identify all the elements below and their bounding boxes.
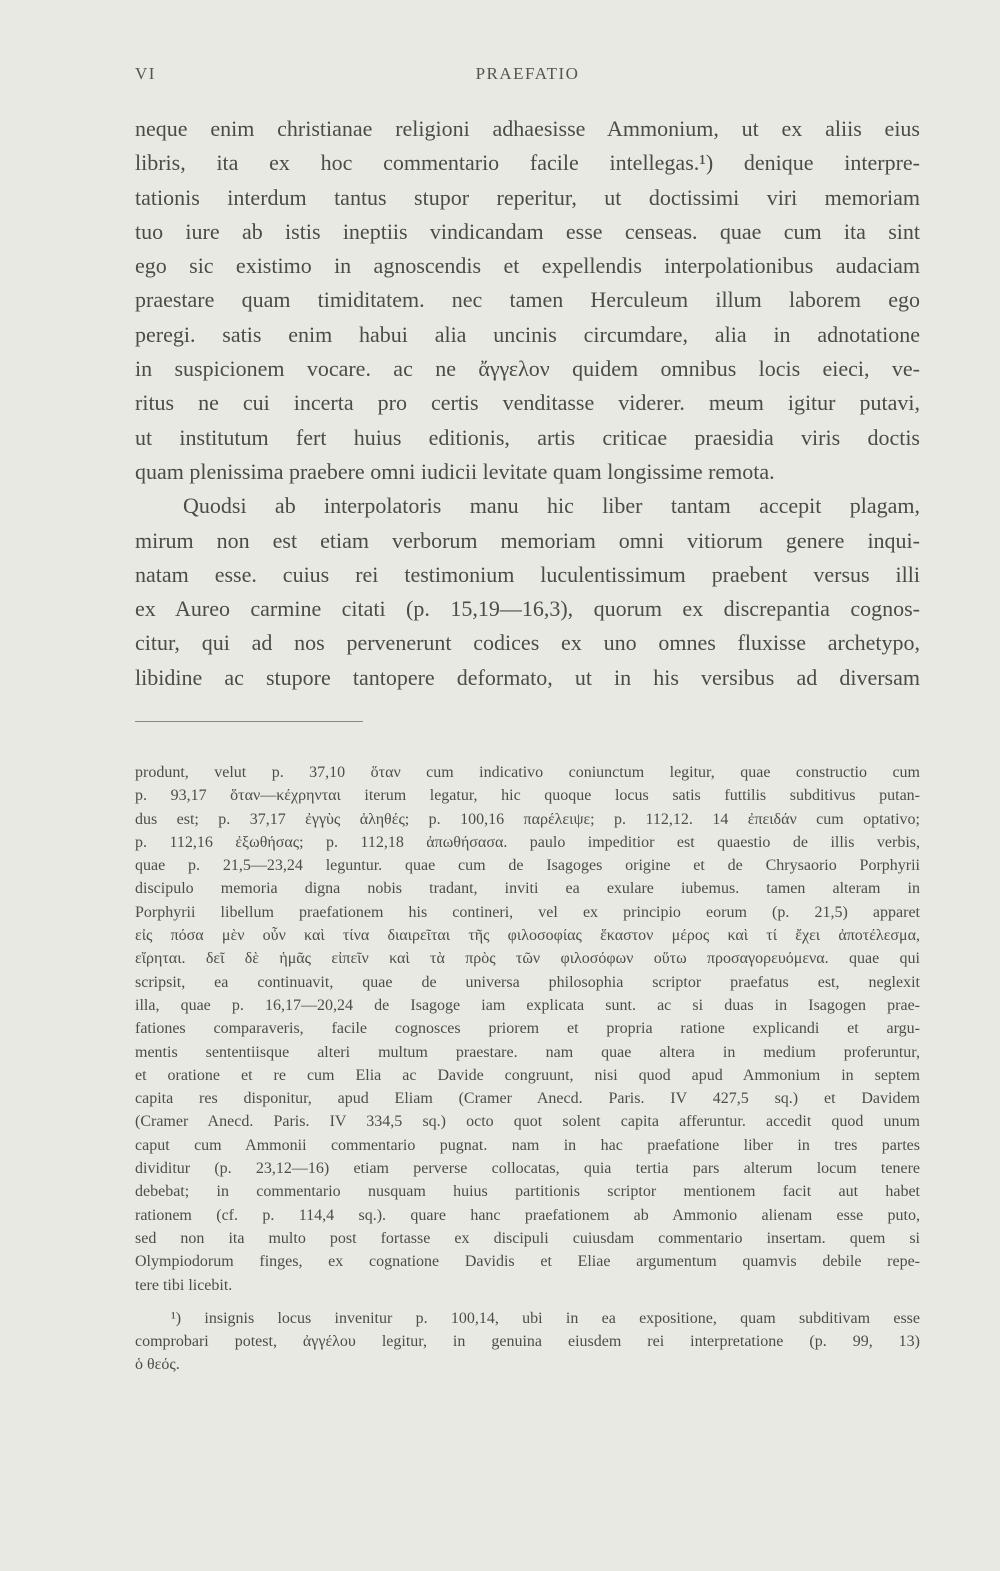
note-line: scripsit, ea continuavit, quae de universa philosophia scriptor praefatus est, neglexit: [135, 973, 920, 991]
main-text-line: peregi. satis enim habui alia uncinis circumdare, alia in adnotatione: [135, 321, 920, 347]
main-text-line: ego sic existimo in agnoscendis et expellendis interpolationibus audaciam: [135, 253, 920, 279]
note-gap: [135, 1297, 920, 1307]
note-line: capita res disponitur, apud Eliam (Cramer Anecd. Paris. IV 427,5 sq.) et Davidem: [135, 1090, 920, 1108]
main-text-line: tationis interdum tantus stupor reperitur, ut doctissimi viri memoriam: [135, 184, 920, 210]
note-line: quae p. 21,5—23,24 leguntur. quae cum de Isagoges origine et de Chrysaorio Porphyrii: [135, 857, 920, 875]
note-line: produnt, velut p. 37,10 ὅταν cum indicativo coniunctum legitur, quae constructio cum: [135, 764, 920, 781]
main-text-line: libidine ac stupore tantopere deformato, ut in his versibus ad diversam: [135, 664, 920, 690]
notes-block: [135, 761, 920, 1377]
note-line: dividitur (p. 23,12—16) etiam perverse collocatas, quia tertia pars alterum locum tenere: [135, 1160, 920, 1178]
note-line: p. 93,17 ὅταν—κέχρηνται iterum legatur, hic quoque locus satis futtilis subditivus putan-: [135, 787, 920, 805]
main-text-line: libris, ita ex hoc commentario facile intellegas.¹) denique interpre-: [135, 150, 920, 176]
main-text-line: quam plenissima praebere omni iudicii levitate quam longissime remota.: [135, 458, 775, 484]
note-line: illa, quae p. 16,17—20,24 de Isagoge iam explicata sunt. ac si duas in Isagogen prae-: [135, 996, 920, 1014]
page-title: PRAEFATIO: [475, 64, 580, 83]
main-text: [135, 112, 920, 695]
note-line: (Cramer Anecd. Paris. IV 334,5 sq.) octo quot solent capita afferuntur. accedit quod unum: [135, 1113, 920, 1131]
note-line: discipulo memoria digna nobis tradant, inviti ea exulare iubemus. tamen alteram in: [135, 880, 920, 898]
main-text-line: neque enim christianae religioni adhaesisse Ammonium, ut ex aliis eius: [135, 116, 920, 141]
note-line: et oratione et re cum Elia ac Davide congruunt, nisi quod apud Ammonium in septem: [135, 1066, 920, 1084]
main-text-line: mirum non est etiam verborum memoriam omni vitiorum genere inqui-: [135, 527, 920, 553]
note-line: rationem (cf. p. 114,4 sq.). quare hanc praefationem ab Ammonio alienam esse puto,: [135, 1206, 920, 1224]
main-text-line: ex Aureo carmine citati (p. 15,19—16,3), quorum ex discrepantia cognos-: [135, 596, 920, 622]
note-line: dus est; p. 37,17 ἐγγὺς ἀληθές; p. 100,16 παρέλειψε; p. 112,12. 14 ἐπειδάν cum optativo;: [135, 810, 920, 828]
main-text-line: Quodsi ab interpolatoris manu hic liber tantam accepit plagam,: [183, 493, 920, 519]
main-text-line: natam esse. cuius rei testimonium luculentissimum praebent versus illi: [135, 561, 920, 587]
note-line: sed non ita multo post fortasse ex discipuli cuiusdam commentario insertam. quem si: [135, 1229, 920, 1247]
note-line: caput cum Ammonii commentario pugnat. nam in hac praefatione liber in tres partes: [135, 1136, 920, 1154]
main-text-line: praestare quam timiditatem. nec tamen Herculeum illum laborem ego: [135, 287, 920, 313]
note-line: εἰς πόσα μὲν οὖν καὶ τίνα διαιρεῖται τῆς φιλοσοφίας ἕκαστον μέρος καὶ τί ἔχει ἀποτέλεσμα,: [135, 927, 920, 945]
page-number: VI: [135, 64, 156, 83]
main-text-line: citur, qui ad nos pervenerunt codices ex uno omnes fluxisse archetypo,: [135, 630, 920, 656]
note-line: p. 112,16 ἐξωθήσας; p. 112,18 ἀπωθήσασα. paulo impeditior est quaestio de illis verbis,: [135, 833, 920, 851]
footnote-divider: [135, 721, 363, 722]
note-line: fationes comparaveris, facile cognosces priorem et propria ratione explicandi et argu-: [135, 1020, 920, 1038]
note-line: debebat; in commentario nusquam huius partitionis scriptor mentionem facit aut habet: [135, 1183, 920, 1201]
note-line: tere tibi licebit.: [135, 1276, 233, 1294]
footnote-line: comprobari potest, ἀγγέλου legitur, in genuina eiusdem rei interpretatione (p. 99, 13): [135, 1333, 920, 1351]
main-text-line: ut institutum fert huius editionis, artis criticae praesidia viris doctis: [135, 424, 920, 450]
running-head: [135, 64, 920, 88]
note-line: εἴρηται. δεῖ δὲ ἡμᾶς εἰπεῖν καὶ τὰ πρὸς τῶν φιλοσόφων οὕτω προσαγορευόμενα. quae qui: [135, 950, 920, 968]
note-line: Olympiodorum finges, ex cognatione Davidis et Eliae argumentum quamvis debile repe-: [135, 1253, 920, 1271]
main-text-line: ritus ne cui incerta pro certis venditasse viderer. meum igitur putavi,: [135, 390, 920, 416]
main-text-line: in suspicionem vocare. ac ne ἄγγελον quidem omnibus locis eieci, ve-: [135, 356, 920, 382]
main-text-line: tuo iure ab istis ineptiis vindicandam esse censeas. quae cum ita sint: [135, 218, 920, 244]
footnote-line: ¹) insignis locus invenitur p. 100,14, ubi in ea expositione, quam subditivam esse: [171, 1309, 920, 1327]
note-line: mentis sententiisque alteri multum praestare. nam quae altera in medium proferuntur,: [135, 1043, 920, 1061]
footnote-line: ὁ θεός.: [135, 1356, 180, 1374]
note-line: Porphyrii libellum praefationem his contineri, vel ex principio eorum (p. 21,5) apparet: [135, 903, 920, 921]
